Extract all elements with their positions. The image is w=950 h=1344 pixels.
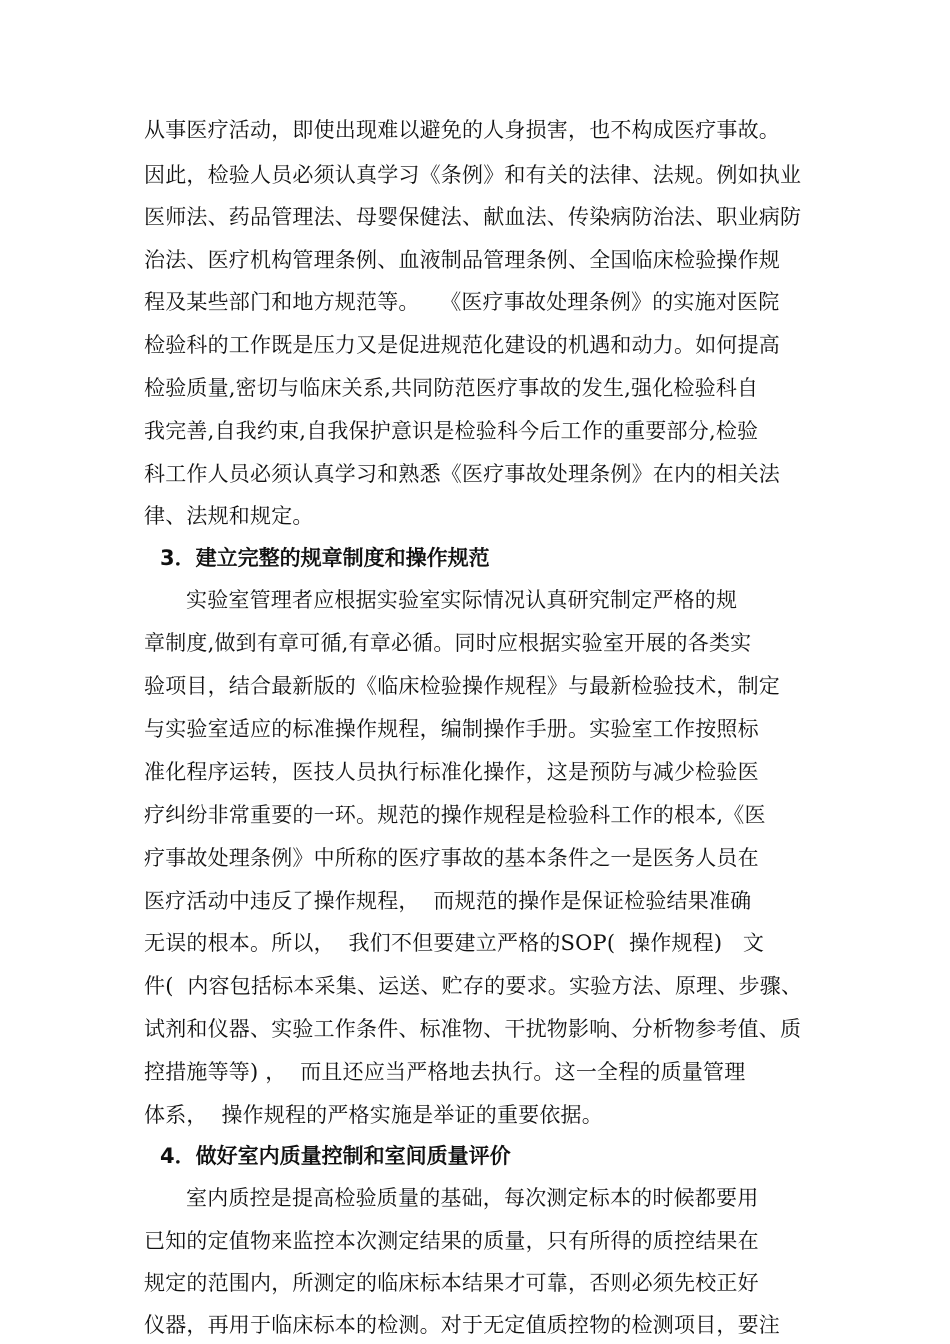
paragraph-1-line-9: 科工作人员必须认真学习和熟悉《医疗事故处理条例》在内的相关法 [144, 462, 780, 486]
paragraph-2-line-2: 章制度,做到有章可循,有章必循。同时应根据实验室开展的各类实 [144, 631, 752, 655]
paragraph-1-line-3: 医师法、药品管理法、母婴保健法、献血法、传染病防治法、职业病防 [144, 205, 802, 229]
paragraph-2-line-11: 试剂和仪器、实验工作条件、标准物、干扰物影响、分析物参考值、质 [144, 1017, 802, 1041]
paragraph-1-line-8: 我完善,自我约束,自我保护意识是检验科今后工作的重要部分,检验 [144, 419, 759, 443]
paragraph-3-line-3: 规定的范围内，所测定的临床标本结果才可靠，否则必须先校正好 [144, 1271, 759, 1295]
paragraph-2-line-10: 件( 内容包括标本采集、运送、贮存的要求。实验方法、原理、步骤、 [144, 974, 803, 998]
paragraph-2-line-4: 与实验室适应的标准操作规程，编制操作手册。实验室工作按照标 [144, 717, 759, 741]
section-heading-3: 3．建立完整的规章制度和操作规范 [160, 546, 490, 570]
paragraph-3-line-4: 仪器，再用于临床标本的检测。对于无定值质控物的检测项目，要注 [144, 1313, 780, 1337]
paragraph-1-line-7: 检验质量,密切与临床关系,共同防范医疗事故的发生,强化检验科自 [144, 376, 759, 400]
paragraph-1-line-6: 检验科的工作既是压力又是促进规范化建设的机遇和动力。如何提高 [144, 333, 780, 357]
paragraph-2-line-5: 准化程序运转，医技人员执行标准化操作，这是预防与减少检验医 [144, 760, 759, 784]
paragraph-2-line-13: 体系， 操作规程的严格实施是举证的重要依据。 [144, 1103, 603, 1127]
paragraph-2-line-9: 无误的根本。所以， 我们不但要建立严格的SOP( 操作规程) 文 [144, 931, 765, 955]
paragraph-2-line-8: 医疗活动中违反了操作规程， 而规范的操作是保证检验结果准确 [144, 889, 752, 913]
paragraph-1-line-5: 程及某些部门和地方规范等。 《医疗事故处理条例》的实施对医院 [144, 290, 780, 314]
paragraph-1-line-10: 律、法规和规定。 [144, 504, 314, 528]
paragraph-1-line-1: 从事医疗活动，即使出现难以避免的人身损害，也不构成医疗事故。 [144, 118, 780, 142]
paragraph-2-line-7: 疗事故处理条例》中所称的医疗事故的基本条件之一是医务人员在 [144, 846, 759, 870]
paragraph-1-line-4: 治法、医疗机构管理条例、血液制品管理条例、全国临床检验操作规 [144, 248, 780, 272]
paragraph-3-line-1: 室内质控是提高检验质量的基础，每次测定标本的时候都要用 [186, 1186, 759, 1210]
section-heading-4: 4．做好室内质量控制和室间质量评价 [160, 1144, 511, 1168]
paragraph-2-line-6: 疗纠纷非常重要的一环。规范的操作规程是检验科工作的根本,《医 [144, 803, 766, 827]
paragraph-1-line-2: 因此，检验人员必须认真学习《条例》和有关的法律、法规。例如执业 [144, 163, 802, 187]
paragraph-3-line-2: 已知的定值物来监控本次测定结果的质量，只有所得的质控结果在 [144, 1229, 759, 1253]
paragraph-2-line-1: 实验室管理者应根据实验室实际情况认真研究制定严格的规 [186, 588, 738, 612]
paragraph-2-line-12: 控措施等等) ， 而且还应当严格地去执行。这一全程的质量管理 [144, 1060, 746, 1084]
paragraph-2-line-3: 验项目，结合最新版的《临床检验操作规程》与最新检验技术，制定 [144, 674, 780, 698]
